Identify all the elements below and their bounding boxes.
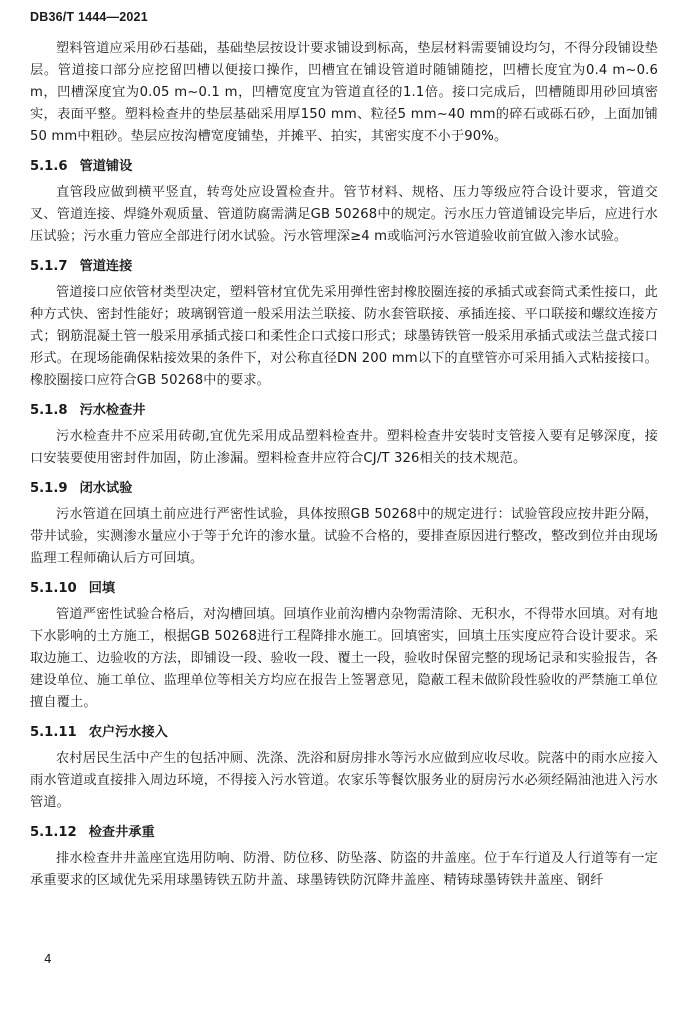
section-number: 5.1.8: [30, 403, 68, 418]
section-title: 管道连接: [79, 259, 133, 274]
section-heading-5-1-7: [30, 256, 658, 278]
section-title: 回填: [88, 581, 116, 596]
section-heading-5-1-10: [30, 578, 658, 600]
paragraph: 农村居民生活中产生的包括冲厕、洗涤、洗浴和厨房排水等污水应做到应收尽收。院落中的雨水应接入雨水管道或直接排入周边环境，不得接入污水管道。农家乐等餐饮服务业的厨房污水必须经隔油池进入污水管道。: [30, 751, 658, 810]
section-title: 管道铺设: [79, 159, 133, 174]
section-number: 5.1.10: [30, 581, 77, 596]
document-body: [30, 38, 658, 892]
document-header-id: DB36/T 1444—2021: [30, 10, 148, 24]
section-title: 检查井承重: [88, 825, 155, 840]
paragraph: 直管段应做到横平竖直，转弯处应设置检查井。管节材料、规格、压力等级应符合设计要求，管道交叉、管道连接、焊缝外观质量、管道防腐需满足GB 50268中的规定。污水压力管道铺设完毕后，应进行水压试验；污水重力管应全部进行闭水试验。污水管埋深≥4 m或临河污水管道验收前宜做入渗水试验。: [30, 185, 658, 244]
paragraph: 塑料管道应采用砂石基础，基础垫层按设计要求铺设到标高，垫层材料需要铺设均匀，不得分段铺设垫层。管道接口部分应挖留凹槽以便接口操作，凹槽宜在铺设管道时随铺随挖，凹槽长度宜为0.4 m~0.6 m，凹槽深度宜为0.05 m~0.1 m，凹槽宽度宜为管道直径的1.1倍。接口完成后，凹槽随即用砂回填密实，表面平整。塑料检查井的垫层基础采用厚150 mm、粒径5 mm~40 mm的碎石或砾石砂，上面加铺50 mm中粗砂。垫层应按沟槽宽度铺垫，并摊平、拍实，其密实度不小于90%。: [30, 41, 658, 144]
page-number: 4: [44, 952, 52, 966]
section-heading-5-1-6: [30, 156, 658, 178]
section-heading-5-1-12: [30, 822, 658, 844]
section-number: 5.1.9: [30, 481, 68, 496]
section-heading-5-1-11: [30, 722, 658, 744]
paragraph: 管道接口应依管材类型决定，塑料管材宜优先采用弹性密封橡胶圈连接的承插式或套筒式柔性接口，此种方式快、密封性能好；玻璃钢管道一般采用法兰联接、防水套管联接、承插连接、平口联接和螺纹连接方式；钢筋混凝土管一般采用承插式接口和柔性企口式接口形式；球墨铸铁管一般采用承插式或法兰盘式接口形式。在现场能确保粘接效果的条件下，对公称直径DN 200 mm以下的直壁管亦可采用插入式粘接接口。橡胶圈接口应符合GB 50268中的要求。: [30, 285, 658, 388]
paragraph: 污水检查井不应采用砖砌,宜优先采用成品塑料检查井。塑料检查井安装时支管接入要有足够深度，接口安装要使用密封件加固，防止渗漏。塑料检查井应符合CJ/T 326相关的技术规范。: [30, 429, 658, 466]
section-number: 5.1.6: [30, 159, 68, 174]
section-heading-5-1-8: [30, 400, 658, 422]
paragraph: 管道严密性试验合格后，对沟槽回填。回填作业前沟槽内杂物需清除、无积水，不得带水回填。对有地下水影响的土方施工，根据GB 50268进行工程降排水施工。回填密实，回填土压实度应符合设计要求。采取边施工、边验收的方法，即铺设一段、验收一段、覆土一段，验收时保留完整的现场记录和实验报告，各建设单位、施工单位、监理单位等相关方均应在报告上签署意见，隐蔽工程未做阶段性验收的严禁施工单位擅自覆土。: [30, 607, 658, 710]
section-number: 5.1.7: [30, 259, 68, 274]
section-title: 污水检查井: [79, 403, 146, 418]
section-title: 农户污水接入: [88, 725, 168, 740]
paragraph: 污水管道在回填土前应进行严密性试验，具体按照GB 50268中的规定进行：试验管段应按井距分隔，带井试验，实测渗水量应小于等于允许的渗水量。试验不合格的，要排查原因进行整改，整改到位并由现场监理工程师确认后方可回填。: [30, 507, 658, 566]
section-title: 闭水试验: [79, 481, 133, 496]
section-heading-5-1-9: [30, 478, 658, 500]
paragraph: 排水检查井井盖座宜选用防响、防滑、防位移、防坠落、防盗的井盖座。位于车行道及人行道等有一定承重要求的区域优先采用球墨铸铁五防井盖、球墨铸铁防沉降井盖座、精铸球墨铸铁井盖座、钢纤: [30, 851, 658, 888]
section-number: 5.1.11: [30, 725, 77, 740]
section-number: 5.1.12: [30, 825, 77, 840]
